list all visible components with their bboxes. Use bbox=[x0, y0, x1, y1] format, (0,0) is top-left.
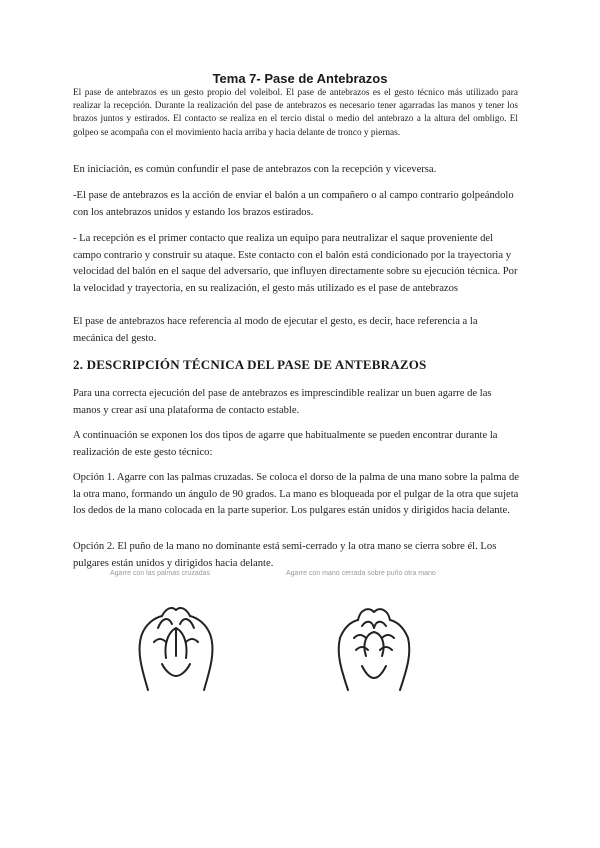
section-paragraph-3: Opción 1. Agarre con las palmas cruzadas. Se coloca el dorso de la palma de una mano sobre la palma de la otra mano, formando un ángulo de 90 grados. La mano es bloqueada por el pulgar de la otra que sujeta los dedos de la mano colocada en la parte superior. Los pulgares están unidos y dirigidos hacia delante. bbox=[73, 472, 519, 516]
section-heading: 2. DESCRIPCIÓN TÉCNICA DEL PASE DE ANTEBRAZOS bbox=[73, 357, 427, 372]
paragraph-3: - La recepción es el primer contacto que realiza un equipo para neutralizar el saque proveniente del campo contrario y construir su ataque. Este contacto con el balón está condicionado por la trayectoria y velocidad del balón en el saque del adversario, que influyen directamente sobre su ejecución técnica. Por la velocidad y trayectoria, en su realización, el gesto más utilizado es el pase de antebrazos bbox=[73, 233, 518, 294]
figure-caption-1: Agarre con las palmas cruzadas bbox=[110, 570, 210, 577]
figure-caption-2: Agarre con mano cerrada sobre puño otra mano bbox=[286, 570, 436, 577]
crossed-palms-grip-illustration bbox=[128, 598, 224, 694]
section-paragraph-4: Opción 2. El puño de la mano no dominante está semi-cerrado y la otra mano se cierra sobre él. Los pulgares están unidos y dirigidos hacia delante. bbox=[73, 541, 497, 569]
paragraph-4: El pase de antebrazos hace referencia al modo de ejecutar el gesto, es decir, hace referencia a la mecánica del gesto. bbox=[73, 316, 478, 344]
paragraph-2: -El pase de antebrazos es la acción de enviar el balón a un compañero o al campo contrario golpeándolo con los antebrazos unidos y estando los brazos estirados. bbox=[73, 190, 514, 218]
page-title: Tema 7- Pase de Antebrazos bbox=[212, 71, 388, 86]
section-paragraph-1: Para una correcta ejecución del pase de antebrazos es imprescindible realizar un buen agarre de las manos y crear así una plataforma de contacto estable. bbox=[73, 388, 492, 416]
paragraph-1: En iniciación, es común confundir el pase de antebrazos con la recepción y viceversa. bbox=[73, 164, 437, 175]
section-paragraph-2: A continuación se exponen los dos tipos de agarre que habitualmente se pueden encontrar durante la realización de este gesto técnico: bbox=[73, 430, 498, 458]
intro-paragraph: El pase de antebrazos es un gesto propio del voleibol. El pase de antebrazos es el gesto técnico más utilizado para realizar la recepción. Durante la realización del pase de antebrazos es necesario tener agarradas las manos y tener los brazos juntos y estirados. El contacto se realiza en el tercio distal o medio del antebrazo a la altura del ombligo. El golpeo se acompaña con el movimiento hacia arriba y hacia delante de tronco y piernas. bbox=[73, 88, 518, 138]
fist-grip-illustration bbox=[326, 598, 422, 694]
